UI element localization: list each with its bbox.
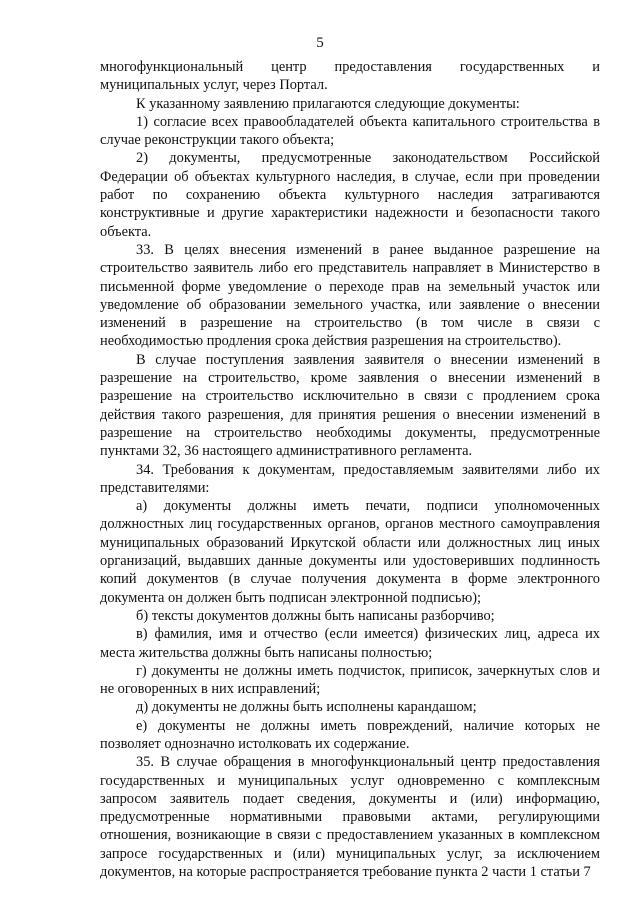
paragraph: а) документы должны иметь печати, подписи уполномоченных должностных лиц государственных органов, органов местного самоуправления муниципальных образований Иркутской области или должностных лиц иных организаций, выдавших данные документы или удостоверивших подлинность копий документов (в случае получения документа в форме электронного документа он должен быть подписан электронной подписью); [100, 498, 600, 606]
paragraph: е) документы не должны иметь повреждений, наличие которых не позволяет однозначно истолковать их содержание. [100, 717, 600, 752]
paragraph: б) тексты документов должны быть написаны разборчиво; [136, 607, 495, 624]
paragraph: К указанному заявлению прилагаются следующие документы: [136, 95, 520, 112]
document-body [100, 58, 600, 881]
paragraph: 35. В случае обращения в многофункциональный центр предоставления государственных и муниципальных услуг одновременно с комплексным запросом заявитель подает сведения, документы и (или) информацию, предусмотренные нормативными правовыми актами, регулирующими отношения, возникающие в связи с предоставлением указанных в комплексном запросе государственных и (или) муниципальных услуг, за исключением документов, на которые распространяется требование пункта 2 части 1 статьи 7 [100, 754, 600, 881]
paragraph: 1) согласие всех правообладателей объекта капитального строительства в случае реконструкции такого объекта; [100, 113, 600, 149]
paragraph: 2) документы, предусмотренные законодательством Российской Федерации об объектах культурного наследия, в случае, если при проведении работ по сохранению объекта культурного наследия затрагиваются конструктивные и другие характеристики надежности и безопасности такого объекта. [100, 150, 600, 240]
paragraph: В случае поступления заявления заявителя о внесении изменений в разрешение на строительство, кроме заявления о внесении изменений в разрешение на строительство исключительно в связи с продлением срока действия такого разрешения, для принятия решения о внесении изменений в разрешение на строительство необходимы документы, предусмотренные пунктами 32, 36 настоящего административного регламента. [100, 351, 600, 460]
paragraph: 33. В целях внесения изменений в ранее выданное разрешение на строительство заявитель либо его представитель направляет в Министерство в письменной форме уведомление о переходе прав на земельный участок или уведомление об образовании земельного участка, или заявление о внесении изменений в разрешение на строительство (в том числе в связи с необходимостью продления срока действия разрешения на строительство). [100, 241, 600, 350]
paragraph: г) документы не должны иметь подчисток, приписок, зачеркнутых слов и не оговоренных в них исправлений; [100, 662, 600, 698]
paragraph: в) фамилия, имя и отчество (если имеется) физических лиц, адреса их места жительства должны быть написаны полностью; [100, 626, 600, 661]
paragraph: многофункциональный центр предоставления государственных и муниципальных услуг, через Портал. [100, 59, 600, 94]
paragraph: 34. Требования к документам, предоставляемым заявителями либо их представителями: [100, 461, 600, 496]
paragraph: д) документы не должны быть исполнены карандашом; [136, 699, 477, 716]
page-number: 5 [316, 35, 324, 51]
